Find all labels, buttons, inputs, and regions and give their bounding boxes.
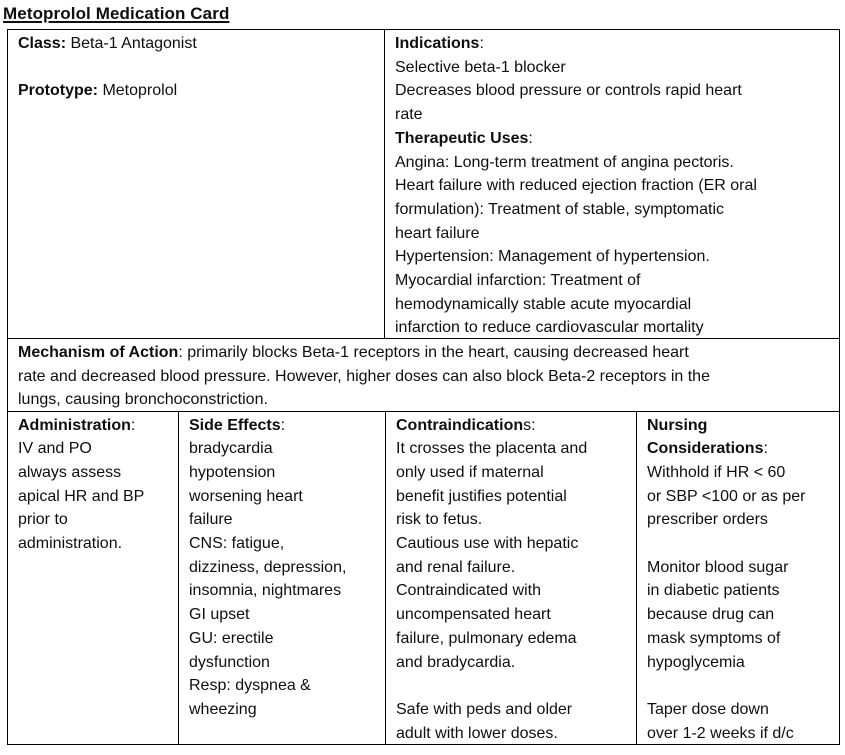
text-line (396, 437, 630, 461)
text-run: over 1-2 weeks if d/c (647, 724, 794, 742)
text-run: s: (523, 416, 536, 434)
text-line (395, 103, 833, 127)
text-run: mask symptoms of (647, 629, 781, 647)
text-line (395, 174, 833, 198)
text-run: Safe with peds and older (396, 700, 573, 718)
text-run: GU: erectile (189, 629, 274, 647)
text-line (647, 461, 833, 485)
text-run: worsening heart (189, 487, 303, 505)
text-line (395, 32, 833, 56)
text-line (396, 414, 630, 438)
text-line (647, 556, 833, 580)
text-run: hypoglycemia (647, 653, 745, 671)
text-run: Mechanism of Action (18, 344, 179, 361)
text-line (395, 127, 833, 151)
text-run: Prototype: (18, 82, 98, 100)
text-run: : (763, 440, 768, 458)
medication-card-table (7, 29, 840, 745)
text-run: Resp: dyspnea & (189, 677, 311, 695)
text-line (647, 532, 833, 556)
text-run: Myocardial infarction: Treatment of (395, 272, 641, 290)
text-run: lungs, causing bronchoconstriction. (18, 391, 268, 409)
text-run: Indications (395, 35, 480, 52)
table-row-mechanism (8, 338, 839, 411)
text-line (647, 698, 833, 722)
text-run: uncompensated heart (396, 606, 551, 624)
text-run: prior to (18, 511, 68, 529)
text-run: or SBP <100 or as per (647, 487, 806, 505)
text-line (396, 651, 630, 675)
text-run: : primarily blocks Beta-1 receptors in the heart, causing decreased heart (178, 344, 689, 361)
text-run: Class: (18, 35, 67, 52)
text-line (396, 627, 630, 651)
text-line (189, 603, 379, 627)
text-line (647, 722, 833, 744)
text-line (18, 79, 378, 103)
text-line (18, 508, 172, 532)
text-run: infarction to reduce cardiovascular mortality (395, 319, 704, 337)
cell-contraindications (385, 412, 636, 744)
text-line (189, 651, 379, 675)
text-line (18, 414, 172, 438)
text-line (18, 388, 833, 410)
table-row-details (8, 411, 839, 744)
text-line (189, 461, 379, 485)
text-run: Metoprolol (98, 82, 178, 100)
text-run: hemodynamically stable acute myocardial (395, 295, 692, 313)
text-line (396, 674, 630, 698)
text-line (189, 437, 379, 461)
text-line (18, 32, 378, 56)
text-run: wheezing (189, 700, 257, 718)
text-line (396, 722, 630, 744)
text-run: Hypertension: Management of hypertension. (395, 248, 710, 266)
text-run: Cautious use with hepatic (396, 535, 579, 553)
cell-administration (8, 412, 178, 744)
text-line (18, 365, 833, 389)
text-run: only used if maternal (396, 463, 544, 481)
text-run: apical HR and BP (18, 487, 145, 505)
text-line (647, 508, 833, 532)
cell-side-effects (178, 412, 385, 744)
text-run: heart failure (395, 224, 480, 242)
text-line (189, 485, 379, 509)
text-run: administration. (18, 535, 123, 553)
text-run: : (528, 129, 533, 147)
cell-indications (384, 30, 839, 338)
text-line (647, 651, 833, 675)
text-run: failure, pulmonary edema (396, 629, 577, 647)
text-run: Angina: Long-term treatment of angina pectoris. (395, 153, 734, 171)
text-line (18, 461, 172, 485)
text-run: : (280, 416, 286, 434)
text-line (396, 579, 630, 603)
text-line (395, 151, 833, 175)
text-run: insomnia, nightmares (189, 582, 342, 600)
text-run: and bradycardia. (396, 653, 516, 671)
table-row-class-indications (8, 30, 839, 338)
text-run: dizziness, depression, (189, 558, 347, 576)
text-run: and renal failure. (396, 558, 516, 576)
text-line (189, 579, 379, 603)
text-run: Taper dose down (647, 700, 769, 718)
text-line (395, 79, 833, 103)
text-line (18, 437, 172, 461)
text-line (647, 414, 833, 438)
text-line (395, 198, 833, 222)
text-run: Contraindicated with (396, 582, 541, 600)
text-line (189, 532, 379, 556)
text-line (395, 316, 833, 338)
text-line (395, 245, 833, 269)
text-line (18, 532, 172, 556)
text-run: Considerations (647, 440, 764, 458)
text-run: rate and decreased blood pressure. However, higher doses can also block Beta-2 receptors in the (18, 367, 710, 385)
text-run: adult with lower doses. (396, 724, 558, 742)
text-line (189, 627, 379, 651)
text-line (189, 414, 379, 438)
text-run: : (479, 35, 484, 52)
text-line (396, 556, 630, 580)
text-run: Withhold if HR < 60 (647, 463, 786, 481)
text-run: Monitor blood sugar (647, 558, 789, 576)
text-run: failure (189, 511, 233, 529)
text-line (396, 603, 630, 627)
text-run: Side Effects (189, 416, 281, 434)
text-run: Contraindication (396, 416, 524, 434)
text-line (647, 485, 833, 509)
text-line (396, 532, 630, 556)
text-line (18, 56, 378, 80)
text-line (647, 437, 833, 461)
text-run: Administration (18, 416, 131, 434)
text-run: prescriber orders (647, 511, 768, 529)
text-line (396, 485, 630, 509)
text-run: risk to fetus. (396, 511, 483, 529)
text-line (189, 698, 379, 722)
text-line (18, 341, 833, 365)
text-run: always assess (18, 463, 122, 481)
text-run: Nursing (647, 416, 708, 434)
text-run: formulation): Treatment of stable, symptomatic (395, 200, 725, 218)
text-run: GI upset (189, 606, 250, 624)
text-run: dysfunction (189, 653, 270, 671)
cell-nursing-considerations (636, 412, 839, 744)
text-line (395, 293, 833, 317)
text-line (647, 603, 833, 627)
text-run: hypotension (189, 463, 276, 481)
text-line (647, 674, 833, 698)
text-line (189, 674, 379, 698)
page-title: Metoprolol Medication Card (3, 4, 230, 23)
text-line (647, 579, 833, 603)
text-line (189, 508, 379, 532)
text-line (18, 485, 172, 509)
text-run: benefit justifies potential (396, 487, 567, 505)
text-run: IV and PO (18, 440, 92, 458)
text-run: Therapeutic Uses (395, 129, 529, 147)
text-run: in diabetic patients (647, 582, 780, 600)
text-run: because drug can (647, 606, 775, 624)
text-line (396, 508, 630, 532)
text-line (396, 461, 630, 485)
text-line (189, 556, 379, 580)
cell-mechanism-of-action (8, 339, 839, 411)
text-run: CNS: fatigue, (189, 535, 285, 553)
text-run: Selective beta-1 blocker (395, 58, 566, 76)
text-line (395, 56, 833, 80)
text-run: Beta-1 Antagonist (66, 35, 197, 52)
text-line (395, 269, 833, 293)
text-run: It crosses the placenta and (396, 440, 588, 458)
text-line (395, 222, 833, 246)
cell-class-prototype (8, 30, 384, 338)
text-run: Heart failure with reduced ejection fraction (ER oral (395, 177, 757, 195)
text-run: : (130, 416, 136, 434)
text-line (396, 698, 630, 722)
text-run: Decreases blood pressure or controls rapid heart (395, 82, 742, 100)
text-run: rate (395, 106, 423, 124)
text-line (647, 627, 833, 651)
text-run: bradycardia (189, 440, 273, 458)
